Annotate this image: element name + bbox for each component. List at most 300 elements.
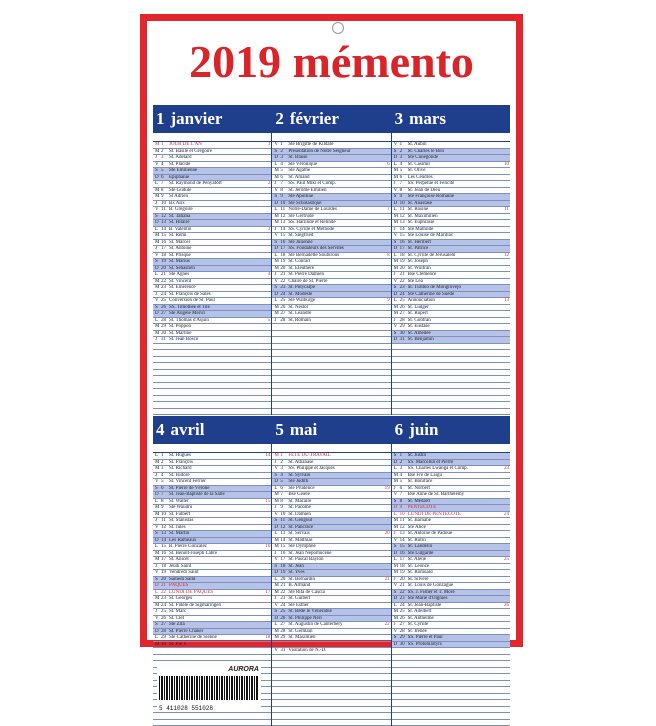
day-number: 19 (400, 259, 408, 265)
day-saint: SS. Timothée et Tite (169, 305, 262, 311)
day-number: 10 (400, 201, 408, 207)
day-number: 21 (400, 272, 408, 278)
week-number (262, 616, 271, 622)
day-letter: J (272, 596, 280, 602)
week-number (501, 629, 510, 635)
day-saint: St. Olive (408, 168, 501, 174)
day-row (153, 720, 271, 726)
day-number: 6 (280, 175, 288, 181)
day-saint: St. Gengoul (288, 518, 381, 524)
day-number: 23 (161, 285, 169, 291)
day-letter: L (153, 635, 161, 641)
week-number (501, 149, 510, 155)
month-header (153, 105, 271, 133)
day-saint: St. Rémi (169, 233, 262, 239)
week-number: 18 (262, 635, 271, 641)
week-number (501, 227, 510, 233)
day-saint: St. Léonce (408, 564, 501, 570)
day-letter: V (153, 479, 161, 485)
day-saint: Ste Véronique (288, 162, 381, 168)
day-saint: ASCENSION (288, 642, 381, 648)
day-saint: Bse Clémence (408, 272, 501, 278)
week-number (262, 564, 271, 570)
day-saint: St. Clet (169, 616, 262, 622)
day-number: 18 (161, 564, 169, 570)
day-letter: M (153, 194, 161, 200)
day-number: 8 (400, 188, 408, 194)
hanging-hole (332, 22, 344, 34)
day-letter: M (153, 512, 161, 518)
day-letter: L (392, 512, 400, 518)
day-number: 20 (161, 266, 169, 272)
day-number: 5 (400, 168, 408, 174)
day-row (153, 409, 271, 416)
week-number: 5 (262, 318, 271, 324)
day-saint: St. Servais (288, 531, 381, 537)
week-number: 6 (382, 162, 391, 168)
week-number (262, 603, 271, 609)
week-number (382, 305, 391, 311)
week-number (501, 168, 510, 174)
day-letter: S (153, 486, 161, 492)
day-number: 9 (161, 505, 169, 511)
day-letter: J (272, 551, 280, 557)
day-letter: V (392, 583, 400, 589)
month-gap (392, 133, 510, 142)
day-letter: M (392, 616, 400, 622)
day-letter: D (392, 337, 400, 343)
day-saint: St. Rupert (408, 311, 501, 317)
week-number (382, 479, 391, 485)
week-number (262, 525, 271, 531)
week-number: 21 (382, 577, 391, 583)
day-saint: St. Jérôme Emilien (288, 188, 381, 194)
day-saint: Bse Gisèle (288, 492, 381, 498)
day-saint: St. Richard (169, 466, 262, 472)
day-letter: M (153, 324, 161, 330)
day-letter: M (153, 505, 161, 511)
day-number: 12 (161, 214, 169, 220)
day-saint: St. Philippe Néri (288, 616, 381, 622)
day-number: 28 (161, 318, 169, 324)
day-letter: S (392, 544, 400, 550)
day-saint: Ste Judith (288, 479, 381, 485)
week-number (501, 518, 510, 524)
week-number (382, 525, 391, 531)
day-letter: V (392, 538, 400, 544)
day-number: 8 (400, 499, 408, 505)
day-letter: D (153, 311, 161, 317)
day-saint: St. Jean de Dieu (408, 188, 501, 194)
day-saint: SS. Harlinde et Relinde (288, 220, 381, 226)
day-saint: Ste Esther (288, 603, 381, 609)
day-letter: V (272, 648, 280, 654)
week-number: 2 (262, 181, 271, 187)
day-saint: St. Ludger (408, 305, 501, 311)
day-letter: V (272, 557, 280, 563)
day-saint: St. Basile et Grégoire (169, 149, 262, 155)
day-letter: S (392, 590, 400, 596)
day-saint: St. François (169, 460, 262, 466)
day-letter: M (392, 564, 400, 570)
day-letter: M (272, 168, 280, 174)
week-number (501, 142, 510, 148)
day-saint: B. Grégoire (169, 207, 262, 213)
day-saint: Ste Rita de Cascia (288, 590, 381, 596)
day-number: 17 (280, 246, 288, 252)
week-number (501, 453, 510, 459)
day-number: 24 (161, 292, 169, 298)
day-letter: M (272, 544, 280, 550)
week-number (501, 337, 510, 343)
day-saint: St. Sébastien (169, 266, 262, 272)
day-saint: St. Maximilien (408, 214, 501, 220)
week-number (382, 551, 391, 557)
month-name: avril (171, 420, 205, 439)
day-letter: V (153, 616, 161, 622)
day-letter: L (392, 207, 400, 213)
week-number (382, 590, 391, 596)
week-number (501, 318, 510, 324)
day-number: 4 (280, 473, 288, 479)
day-letter: J (272, 181, 280, 187)
day-saint: Ste Bernadette Soubirous (288, 253, 381, 259)
day-letter: M (153, 466, 161, 472)
week-number (262, 207, 271, 213)
day-saint: St. Rosine (408, 207, 501, 213)
month-header (272, 105, 390, 133)
day-letter: V (153, 162, 161, 168)
day-letter: L (272, 253, 280, 259)
day-saint: SS. Protomartyrs (408, 642, 501, 648)
day-saint: St. Siegfried (288, 233, 381, 239)
day-letter: S (272, 285, 280, 291)
day-letter: S (153, 259, 161, 265)
day-letter: J (153, 246, 161, 252)
day-number: 1 (280, 142, 288, 148)
day-saint: St. Jean (288, 564, 381, 570)
day-saint: St. Rufin (408, 538, 501, 544)
week-number (382, 311, 391, 317)
day-number: 2 (280, 149, 288, 155)
day-number: 16 (280, 551, 288, 557)
day-letter: S (153, 214, 161, 220)
day-saint: St. Aubin (408, 142, 501, 148)
week-number (382, 642, 391, 648)
day-letter: L (392, 557, 400, 563)
week-number (262, 505, 271, 511)
day-letter: M (392, 175, 400, 181)
month-number: 5 (275, 420, 284, 439)
day-letter: M (153, 596, 161, 602)
day-letter: J (392, 318, 400, 324)
week-number (501, 551, 510, 557)
day-saint: St. Athanase (288, 460, 381, 466)
day-letter: V (392, 279, 400, 285)
day-number: 13 (400, 220, 408, 226)
day-letter: L (153, 318, 161, 324)
week-number (382, 285, 391, 291)
day-saint: St. Cyrille de Jérusalem (408, 253, 501, 259)
week-number (501, 596, 510, 602)
day-letter: D (272, 570, 280, 576)
day-saint: Ste Gudule (169, 188, 262, 194)
day-letter: J (272, 460, 280, 466)
day-letter: M (153, 603, 161, 609)
week-number (382, 266, 391, 272)
month-number: 4 (156, 420, 165, 439)
day-letter: L (153, 453, 161, 459)
month-february (272, 105, 391, 415)
day-letter: V (153, 525, 161, 531)
day-saint: SS. Cyrille et Méthode (288, 227, 381, 233)
day-saint: St. Benoît-Joseph Labre (169, 551, 262, 557)
day-number: 6 (400, 175, 408, 181)
week-number (501, 311, 510, 317)
month-gap (153, 444, 271, 453)
week-number (501, 544, 510, 550)
day-saint: St. Damien (288, 512, 381, 518)
day-number: 9 (161, 194, 169, 200)
day-number: 26 (161, 305, 169, 311)
day-letter: D (392, 642, 400, 648)
day-saint: Ste Julienne (288, 240, 381, 246)
day-letter: S (153, 622, 161, 628)
week-number (262, 512, 271, 518)
week-number (501, 175, 510, 181)
day-number: 7 (400, 492, 408, 498)
day-number: 10 (280, 201, 288, 207)
day-letter: M (392, 311, 400, 317)
day-number: 11 (400, 518, 408, 524)
day-number: 10 (400, 512, 408, 518)
week-number (382, 233, 391, 239)
week-number (501, 479, 510, 485)
week-number (382, 544, 391, 550)
day-number: 22 (161, 590, 169, 596)
month-march (392, 105, 510, 415)
day-letter: V (272, 512, 280, 518)
day-letter: S (272, 564, 280, 570)
day-saint: St. Modeste (288, 292, 381, 298)
day-number: 27 (280, 622, 288, 628)
day-letter: V (392, 324, 400, 330)
week-number (262, 220, 271, 226)
week-number (501, 577, 510, 583)
day-letter: D (392, 292, 400, 298)
calendar-card (140, 14, 523, 647)
week-number (262, 538, 271, 544)
day-letter: S (392, 240, 400, 246)
day-letter: D (153, 220, 161, 226)
day-number: 21 (161, 583, 169, 589)
day-letter: L (153, 590, 161, 596)
week-number: 3 (262, 227, 271, 233)
week-number (382, 453, 391, 459)
day-saint: Ste Marie d'Oignies (408, 596, 501, 602)
day-letter: S (272, 518, 280, 524)
day-saint: FÊTE DU TRAVAIL (288, 453, 381, 459)
day-saint: St. Gontran (408, 318, 501, 324)
day-number: 11 (161, 207, 169, 213)
day-letter: V (153, 253, 161, 259)
day-number: 24 (400, 603, 408, 609)
month-june (392, 416, 510, 726)
day-saint: St. Boniface (408, 479, 501, 485)
day-list (392, 453, 510, 726)
day-number: 3 (161, 155, 169, 161)
day-letter: M (153, 279, 161, 285)
day-number: 16 (161, 240, 169, 246)
day-list (272, 142, 390, 415)
day-letter: L (392, 466, 400, 472)
day-number: 3 (161, 466, 169, 472)
day-number: 17 (400, 557, 408, 563)
week-number (501, 220, 510, 226)
barcode-bars (159, 676, 259, 700)
week-number (501, 279, 510, 285)
month-gap (392, 444, 510, 453)
day-saint: St. Blaise (288, 155, 381, 161)
week-number (382, 616, 391, 622)
month-january (153, 105, 272, 415)
day-saint: St. Amédée (408, 331, 501, 337)
day-number: 22 (400, 279, 408, 285)
day-saint: Présentation de Notre Seigneur (288, 149, 381, 155)
day-number: 18 (161, 253, 169, 259)
day-saint: SS. Marcellin et Pierre (408, 460, 501, 466)
day-saint: SS. J. Fisher et T. More (408, 590, 501, 596)
month-number: 2 (275, 109, 284, 128)
day-number: 7 (400, 181, 408, 187)
week-number (382, 629, 391, 635)
day-saint: St. Jules (169, 525, 262, 531)
day-letter: V (392, 142, 400, 148)
day-number: 24 (280, 292, 288, 298)
day-number: 20 (280, 577, 288, 583)
week-number (262, 188, 271, 194)
week-number (501, 486, 510, 492)
day-saint: St. Pie V (169, 642, 262, 648)
day-saint: Ste Apolline (288, 194, 381, 200)
day-saint: St. Yves (288, 570, 381, 576)
day-number: 26 (400, 616, 408, 622)
day-letter: L (153, 544, 161, 550)
day-letter: M (272, 590, 280, 596)
day-letter: V (272, 279, 280, 285)
day-saint: St. Léandre (288, 311, 381, 317)
day-saint: St. Turibio de Mongrovejo (408, 285, 501, 291)
week-number (262, 337, 271, 343)
week-number (262, 266, 271, 272)
day-saint: Ste Françoise Romaine (408, 194, 501, 200)
months-row-top (153, 105, 510, 415)
day-number: 17 (400, 246, 408, 252)
month-gap (153, 133, 271, 142)
day-saint: SS. Charles Lwanga et Comp. (408, 466, 501, 472)
day-saint: St. Guibert (288, 596, 381, 602)
day-letter: M (153, 188, 161, 194)
day-number: 30 (400, 331, 408, 337)
week-number (382, 473, 391, 479)
day-letter: L (153, 181, 161, 187)
week-number (501, 460, 510, 466)
day-saint: Ste Agnès (169, 272, 262, 278)
week-number (262, 466, 271, 472)
day-letter: S (392, 635, 400, 641)
month-header (153, 416, 271, 444)
day-list (272, 453, 390, 726)
week-number (501, 266, 510, 272)
week-number (262, 518, 271, 524)
day-number: 8 (280, 188, 288, 194)
week-number (501, 324, 510, 330)
week-number (262, 622, 271, 628)
week-number (262, 233, 271, 239)
day-letter: S (272, 194, 280, 200)
week-number (501, 525, 510, 531)
day-saint: SS. Philippe et Jacques (288, 466, 381, 472)
day-saint: St. Cyrille (408, 622, 501, 628)
week-number (382, 564, 391, 570)
day-number: 5 (280, 479, 288, 485)
week-number (501, 622, 510, 628)
day-number: 31 (400, 337, 408, 343)
day-saint: St. Euphrasie (408, 220, 501, 226)
week-number: 26 (501, 603, 510, 609)
months-row-bottom (153, 416, 510, 726)
week-number (262, 201, 271, 207)
day-number: 1 (161, 453, 169, 459)
week-number (382, 492, 391, 498)
day-letter: V (153, 298, 161, 304)
day-saint: Notre-Dame de Lourdes (288, 207, 381, 213)
day-saint: SS. Fondateurs des Servites (288, 246, 381, 252)
day-number: 6 (161, 175, 169, 181)
week-number (382, 175, 391, 181)
day-saint: St. Anicet (169, 557, 262, 563)
week-number (262, 259, 271, 265)
day-letter: M (272, 305, 280, 311)
day-saint: St. Alène (408, 557, 501, 563)
week-number (501, 642, 510, 648)
day-number: 4 (161, 473, 169, 479)
week-number (382, 460, 391, 466)
day-saint: Visitation de N.-D. (288, 648, 381, 654)
day-number: 8 (161, 188, 169, 194)
day-saint: Ste Prudence (288, 486, 381, 492)
month-gap (272, 444, 390, 453)
week-number (501, 564, 510, 570)
day-letter: J (153, 337, 161, 343)
day-saint: St. Prisque (169, 253, 262, 259)
day-saint: SS. Paul Miki et Comp. (288, 181, 381, 187)
day-letter: L (153, 227, 161, 233)
day-saint: St. Charles le Bon (408, 149, 501, 155)
day-letter: S (153, 305, 161, 311)
day-number: 22 (161, 279, 169, 285)
week-number (501, 505, 510, 511)
week-number: 23 (501, 466, 510, 472)
day-number: 2 (161, 149, 169, 155)
day-number: 1 (280, 453, 288, 459)
day-number: 28 (400, 629, 408, 635)
week-number (262, 642, 271, 648)
day-number: 29 (161, 635, 169, 641)
day-number: 4 (280, 162, 288, 168)
day-saint: St. Placide (169, 162, 262, 168)
day-number: 10 (280, 512, 288, 518)
